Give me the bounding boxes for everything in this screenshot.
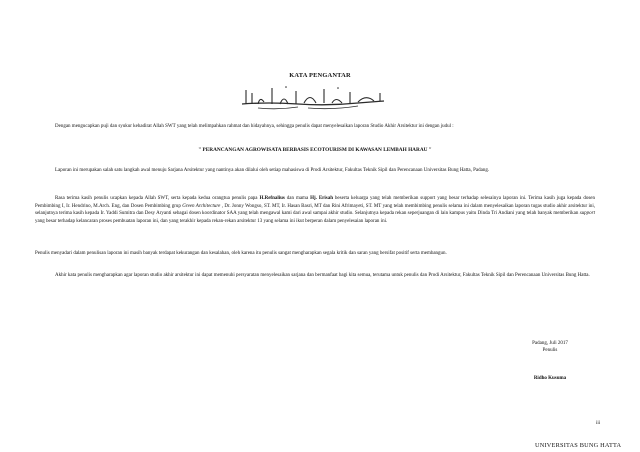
page-title: KATA PENGANTAR <box>289 72 351 79</box>
paragraph-intro-text: Laporan ini merupakan salah satu langkah awal menuju Sarjana Arsitektur yang nantinya akan dilalui oleh setiap mahasiswa di Prodi Arsitektur, Fakultas Teknik Sipil dan Perencanaan Universitas Bung Hatta, Padang. <box>55 168 490 173</box>
paragraph-limitations: Penulis menyadari dalam penulisan laporan ini masih banyak terdapat kekurangan dan kesalahan, oleh karena itu penulis sangat mengharapkan segala kritik dan saran yang bersifat positif serta membangun. <box>35 251 447 256</box>
bismillah-calligraphy <box>238 84 388 110</box>
mother-name: Hj. Erisah <box>310 196 333 201</box>
author-name: Ridho Kusuma <box>533 376 567 381</box>
paragraph-thanks <box>35 195 595 225</box>
page-number: iii <box>596 421 601 426</box>
paragraph-intro <box>35 167 595 175</box>
university-footer: UNIVERSITAS BUNG HATTA <box>535 442 622 449</box>
place-date: Padang, Juli 2017 <box>532 341 568 346</box>
paragraph-closing <box>35 272 595 280</box>
paragraph-closing-text: Akhir kata penulis mengharapkan agar laporan studio akhir arsitektur ini dapat memenuhi persyaratan menyelesaikan sarjana dan bermanfaat bagi kita semua, terutama untuk penulis dan Prodi Arsitektur, Fakultas Teknik Sipil dan Perencanaan Universitas Bung Hatta. <box>55 273 590 278</box>
author-role: Penulis <box>542 348 558 353</box>
support-term: support <box>579 211 595 216</box>
paragraph-opening-text: Dengan mengucapkan puji dan syukur kehadirat Allah SWT yang telah melimpahkan rahmat dan hidayahnya, sehingga penulis dapat menyelesaikan laporan Studio Akhir Arsitektur ini dengan judul : <box>55 124 454 129</box>
green-architecture-term: Green Architecture <box>182 203 221 209</box>
project-title: " PERANCANGAN AGROWISATA BERBASIS ECOTOURISM DI KAWASAN LEMBAH HARAU " <box>198 147 432 153</box>
father-name: H.Refnalius <box>259 196 285 201</box>
paragraph-opening <box>35 123 595 131</box>
thanks-text-a: Rasa terima kasih penulis ucapkan kepada Allah SWT, serta kepada kedua orangtua penulis papa <box>55 196 260 201</box>
thanks-text-d: , Dr. Jonny Wongso, ST. MT, Ir. Hasan Basri, MT dan Rini Afrimayeti, ST. MT yang telah membimbing penulis selama ini dalam menyelesaikan laporan tugas studio akhir arsitektur ini, selanjutnya terima kasih kepada Ir. Yaddi Sumitra dan Desy Aryanti sebagai dosen koordinator SAA yang telah mengawal kami dari awal sampai akhir studio. Selanjutnya kepada rekan seperjuangan di lain kampus yaitu Dinda Tri Andiani yang telah banyak memberikan <box>35 203 596 216</box>
thanks-text-e: yang besar terhadap kelancaran proses pembuatan laporan ini, dan yang terakhir kepada rekan-rekan arsitektur 13 yang selama ini ikut berperan dalam penyelesaian laporan ini. <box>35 218 388 224</box>
thanks-text-b: dan mama <box>284 196 311 201</box>
thanks-text-c: beserta keluarga yang telah memberikan support yang besar terhadap selesainya laporan ini. Terima kasih juga kepada dosen Pembimbing I, Ir. Hendrino, M.Arch. Eng, dan Dosen Pembimbing grup <box>35 196 595 209</box>
